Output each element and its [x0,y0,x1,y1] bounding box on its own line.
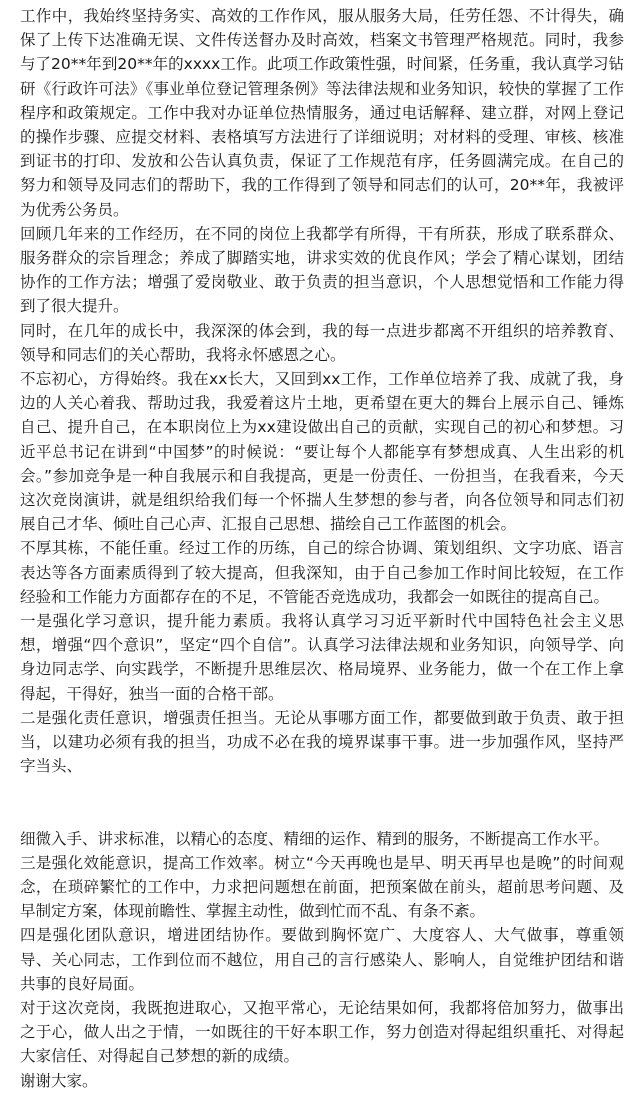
paragraph: 对于这次竞岗，我既抱进取心，又抱平常心，无论结果如何，我都将倍加努力，做事出之于心，做人出之于情，一如既往的干好本职工作，努力创造对得起组织重托、对得起大家信任、对得起自己梦想的新的成绩。 [20,998,624,1066]
paragraph: 不忘初心，方得始终。我在xx长大，又回到xx工作，工作单位培养了我、成就了我，身边的人关心着我、帮助过我，我爱着这片土地，更希望在更大的舞台上展示自己、锤炼自己、提升自己，在本职岗位上为xx建设做出自己的贡献，实现自己的初心和梦想。习近平总书记在讲到“中国梦”的时候说：“要让每个人都能享有梦想成真、人生出彩的机会。”参加竞争是一种自我展示和自我提高，更是一份责任、一份担当，在我看来，今天这次竞岗演讲，就是组织给我们每一个怀揣人生梦想的参与者，向各位领导和同志们初展自己才华、倾吐自己心声、汇报自己思想、描绘自己工作蓝图的机会。 [20,370,624,534]
closing-line: 谢谢大家。 [20,1071,98,1090]
paragraph: 工作中，我始终坚持务实、高效的工作作风，服从服务大局，任劳任怨、不计得失，确保了上传下达准确无误、文件传送督办及时高效，档案文书管理严格规范。同时，我参与了20**年到20**年的xxxx工作。此项工作政策性强，时间紧，任务重，我认真学习钻研《行政许可法》《事业单位登记管理条例》等法律法规和业务知识，较快的掌握了工作程序和政策规定。工作中我对办证单位热情服务，通过电话解释、建立群，对网上登记的操作步骤、应提交材料、表格填写方法进行了详细说明；对材料的受理、审核、核准到证书的打印、发放和公告认真负责，保证了工作规范有序，任务圆满完成。在自己的努力和领导及同志们的帮助下，我的工作得到了领导和同志们的认可，20**年，我被评为优秀公务员。 [20,7,624,219]
paragraph: 二是强化责任意识，增强责任担当。无论从事哪方面工作，都要做到敢于负责、敢于担当，以建功必须有我的担当，功成不必在我的境界谋事干事。进一步加强作风，坚持严字当头、 [20,708,624,776]
paragraph: 三是强化效能意识，提高工作效率。树立“今天再晚也是早、明天再早也是晚”的时间观念，在琐碎繁忙的工作中，力求把问题想在前面，把预案做在前头，超前思考问题、及早制定方案，体现前瞻性、掌握主动性，做到忙而不乱、有条不紊。 [20,853,624,921]
paragraph: 细微入手、讲求标准，以精心的态度、精细的运作、精到的服务，不断提高工作水平。 [20,829,610,848]
paragraph: 不厚其栋，不能任重。经过工作的历练，自己的综合协调、策划组织、文字功底、语言表达等各方面素质得到了较大提高，但我深知，由于自己参加工作时间比较短，在工作经验和工作能力方面都存在的不足，不管能否竞选成功，我都会一如既往的提高自己。 [20,539,624,606]
speech-document [20,4,624,1093]
page-break-gap [20,779,624,827]
paragraph: 回顾几年来的工作经历，在不同的岗位上我都学有所得，干有所获，形成了联系群众、服务群众的宗旨理念；养成了脚踏实地，讲求实效的优良作风；学会了精心谋划，团结协作的工作方法；增强了爱岗敬业、敢于负责的担当意识，个人思想觉悟和工作能力得到了很大提升。 [20,224,624,316]
paragraph: 一是强化学习意识，提升能力素质。我将认真学习习近平新时代中国特色社会主义思想，增强“四个意识”，坚定“四个自信”。认真学习法律法规和业务知识，向领导学、向身边同志学、向实践学，不断提升思维层次、格局境界、业务能力，做一个在工作上拿得起，干得好，独当一面的合格干部。 [20,612,624,703]
paragraph: 四是强化团队意识，增进团结协作。要做到胸怀宽广、大度容人、大气做事，尊重领导、关心同志，工作到位而不越位，用自己的言行感染人、影响人，自觉维护团结和谐共事的良好局面。 [20,926,624,993]
paragraph: 同时，在几年的成长中，我深深的体会到，我的每一点进步都离不开组织的培养教育、领导和同志们的关心帮助，我将永怀感恩之心。 [20,321,624,364]
